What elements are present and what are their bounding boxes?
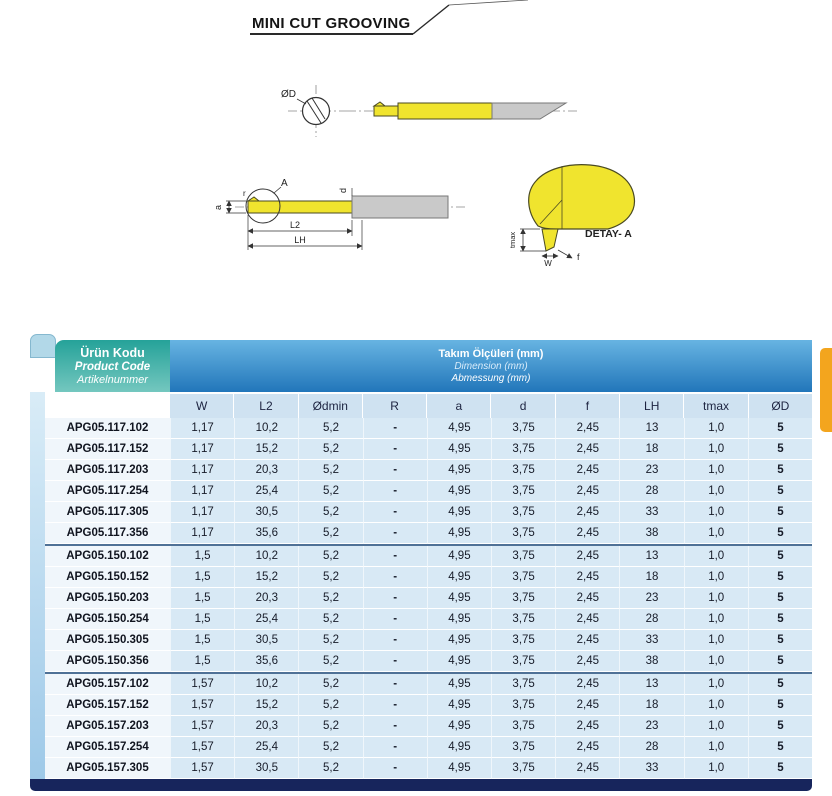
value-cell: - [363, 695, 427, 716]
product-code-cell: APG05.150.356 [45, 651, 170, 672]
value-cell: 25,4 [234, 737, 298, 758]
value-cell: 2,45 [555, 418, 619, 439]
page-edge-tab [820, 348, 832, 432]
value-cell: - [363, 523, 427, 544]
product-code-cell: APG05.150.254 [45, 609, 170, 630]
value-cell: 10,2 [234, 674, 298, 695]
tool-end-view-drawing [281, 85, 347, 137]
value-cell: 18 [619, 695, 683, 716]
value-cell: 1,0 [684, 546, 748, 567]
value-cell: - [363, 674, 427, 695]
value-cell: 3,75 [491, 567, 555, 588]
product-code-cell: APG05.117.102 [45, 418, 170, 439]
value-cell: 5 [748, 758, 812, 779]
value-cell: 3,75 [491, 609, 555, 630]
value-cell: 1,5 [170, 609, 234, 630]
product-code-cell: APG05.157.203 [45, 716, 170, 737]
value-cell: 1,5 [170, 588, 234, 609]
value-cell: 1,57 [170, 758, 234, 779]
product-code-cell: APG05.117.305 [45, 502, 170, 523]
value-cell: 1,17 [170, 481, 234, 502]
dimension-header-de: Abmessung (mm) [451, 373, 531, 384]
value-cell: 5 [748, 630, 812, 651]
value-cell: 1,0 [684, 651, 748, 672]
table-row [45, 502, 812, 523]
table-row [45, 609, 812, 630]
value-cell: 3,75 [491, 502, 555, 523]
value-cell: 1,5 [170, 567, 234, 588]
value-cell: 3,75 [491, 588, 555, 609]
value-cell: 2,45 [555, 695, 619, 716]
value-cell: 4,95 [427, 523, 491, 544]
od-dim-label: ØD [281, 89, 296, 100]
value-cell: 1,5 [170, 651, 234, 672]
value-cell: 2,45 [555, 546, 619, 567]
value-cell: - [363, 481, 427, 502]
value-cell: 3,75 [491, 630, 555, 651]
table-footer-bar [30, 779, 812, 791]
table-row [45, 460, 812, 481]
value-cell: - [363, 546, 427, 567]
value-cell: 4,95 [427, 481, 491, 502]
value-cell: 38 [619, 523, 683, 544]
column-header: LH [619, 394, 683, 418]
value-cell: 35,6 [234, 651, 298, 672]
value-cell: - [363, 737, 427, 758]
product-code-cell: APG05.150.305 [45, 630, 170, 651]
value-cell: 3,75 [491, 716, 555, 737]
tool-side-view-drawing [213, 178, 465, 250]
value-cell: 30,5 [234, 758, 298, 779]
product-code-cell: APG05.150.102 [45, 546, 170, 567]
value-cell: 5 [748, 546, 812, 567]
value-cell: 10,2 [234, 418, 298, 439]
column-header: R [362, 394, 426, 418]
value-cell: - [363, 439, 427, 460]
value-cell: - [363, 460, 427, 481]
tool-detail-drawing [508, 165, 634, 268]
value-cell: 5 [748, 651, 812, 672]
value-cell: 5,2 [298, 609, 362, 630]
value-cell: 2,45 [555, 502, 619, 523]
product-code-cell: APG05.117.254 [45, 481, 170, 502]
value-cell: 1,0 [684, 630, 748, 651]
value-cell: - [363, 418, 427, 439]
value-cell: 4,95 [427, 651, 491, 672]
value-cell: 4,95 [427, 609, 491, 630]
value-cell: 1,17 [170, 523, 234, 544]
table-row [45, 567, 812, 588]
product-code-cell: APG05.117.356 [45, 523, 170, 544]
value-cell: 2,45 [555, 674, 619, 695]
value-cell: 33 [619, 630, 683, 651]
value-cell: 1,17 [170, 502, 234, 523]
value-cell: 5,2 [298, 695, 362, 716]
value-cell: - [363, 716, 427, 737]
technical-drawings [0, 0, 832, 310]
value-cell: 1,57 [170, 716, 234, 737]
product-code-cell: APG05.157.254 [45, 737, 170, 758]
value-cell: 35,6 [234, 523, 298, 544]
value-cell: 13 [619, 674, 683, 695]
value-cell: 4,95 [427, 460, 491, 481]
product-code-header-tr: Ürün Kodu [80, 346, 145, 360]
table-row [45, 716, 812, 737]
table-row [45, 737, 812, 758]
value-cell: 20,3 [234, 588, 298, 609]
value-cell: 5,2 [298, 418, 362, 439]
value-cell: 1,5 [170, 546, 234, 567]
table-row [45, 758, 812, 779]
table-body [45, 418, 812, 779]
value-cell: 1,0 [684, 609, 748, 630]
value-cell: 1,0 [684, 523, 748, 544]
column-header: L2 [233, 394, 297, 418]
value-cell: 4,95 [427, 502, 491, 523]
value-cell: 13 [619, 546, 683, 567]
column-header: tmax [683, 394, 747, 418]
value-cell: 18 [619, 439, 683, 460]
value-cell: 1,0 [684, 716, 748, 737]
product-code-cell: APG05.157.102 [45, 674, 170, 695]
product-code-cell: APG05.157.152 [45, 695, 170, 716]
value-cell: 5,2 [298, 716, 362, 737]
value-cell: 3,75 [491, 546, 555, 567]
value-cell: 20,3 [234, 460, 298, 481]
value-cell: 28 [619, 609, 683, 630]
value-cell: 2,45 [555, 523, 619, 544]
value-cell: 1,57 [170, 674, 234, 695]
table-row [45, 588, 812, 609]
value-cell: 4,95 [427, 439, 491, 460]
value-cell: 2,45 [555, 737, 619, 758]
value-cell: - [363, 588, 427, 609]
value-cell: 4,95 [427, 630, 491, 651]
column-header: a [426, 394, 490, 418]
table-row [45, 695, 812, 716]
value-cell: 5,2 [298, 460, 362, 481]
value-cell: 2,45 [555, 716, 619, 737]
value-cell: 2,45 [555, 651, 619, 672]
value-cell: 5,2 [298, 630, 362, 651]
value-cell: 13 [619, 418, 683, 439]
dimension-header-tr: Takım Ölçüleri (mm) [438, 348, 544, 360]
dim-tmax-label: tmax [508, 231, 517, 249]
table-row [45, 546, 812, 567]
column-header: Ødmin [298, 394, 362, 418]
product-code-cell: APG05.157.305 [45, 758, 170, 779]
value-cell: 5,2 [298, 674, 362, 695]
table-row [45, 651, 812, 672]
table-row [45, 439, 812, 460]
dim-l2-label: L2 [289, 220, 301, 230]
product-code-cell: APG05.117.203 [45, 460, 170, 481]
dim-d-label: d [338, 187, 348, 193]
column-header: d [490, 394, 554, 418]
value-cell: 33 [619, 758, 683, 779]
value-cell: - [363, 502, 427, 523]
value-cell: 4,95 [427, 716, 491, 737]
value-cell: 25,4 [234, 481, 298, 502]
value-cell: 3,75 [491, 418, 555, 439]
value-cell: 30,5 [234, 502, 298, 523]
value-cell: 1,5 [170, 630, 234, 651]
value-cell: 4,95 [427, 418, 491, 439]
value-cell: 18 [619, 567, 683, 588]
value-cell: - [363, 630, 427, 651]
value-cell: - [363, 609, 427, 630]
value-cell: 5,2 [298, 439, 362, 460]
value-cell: 10,2 [234, 546, 298, 567]
value-cell: 1,17 [170, 460, 234, 481]
value-cell: 5 [748, 674, 812, 695]
value-cell: 5,2 [298, 651, 362, 672]
value-cell: 2,45 [555, 567, 619, 588]
value-cell: 4,95 [427, 674, 491, 695]
value-cell: 1,0 [684, 737, 748, 758]
value-cell: 20,3 [234, 716, 298, 737]
value-cell: 1,57 [170, 695, 234, 716]
value-cell: 5 [748, 439, 812, 460]
product-code-header-en: Product Code [74, 361, 151, 373]
value-cell: 38 [619, 651, 683, 672]
dim-r-label: r [243, 189, 246, 198]
value-cell: 5,2 [298, 737, 362, 758]
value-cell: 2,45 [555, 481, 619, 502]
value-cell: 4,95 [427, 546, 491, 567]
value-cell: 5 [748, 502, 812, 523]
value-cell: 5,2 [298, 567, 362, 588]
product-code-cell: APG05.150.203 [45, 588, 170, 609]
value-cell: 5,2 [298, 588, 362, 609]
value-cell: 5,2 [298, 758, 362, 779]
value-cell: 5,2 [298, 523, 362, 544]
value-cell: 1,0 [684, 567, 748, 588]
table-row [45, 674, 812, 695]
value-cell: 33 [619, 502, 683, 523]
value-cell: 5,2 [298, 546, 362, 567]
value-cell: 1,17 [170, 439, 234, 460]
value-cell: 3,75 [491, 481, 555, 502]
value-cell: 1,0 [684, 481, 748, 502]
value-cell: 23 [619, 588, 683, 609]
value-cell: 3,75 [491, 737, 555, 758]
value-cell: 4,95 [427, 737, 491, 758]
value-cell: 30,5 [234, 630, 298, 651]
value-cell: 4,95 [427, 695, 491, 716]
product-code-header-de: Artikelnummer [77, 374, 148, 386]
value-cell: 3,75 [491, 758, 555, 779]
value-cell: 3,75 [491, 674, 555, 695]
dimension-header-en: Dimension (mm) [454, 361, 528, 372]
value-cell: 5,2 [298, 502, 362, 523]
value-cell: 5 [748, 460, 812, 481]
value-cell: - [363, 758, 427, 779]
value-cell: 23 [619, 716, 683, 737]
dim-a-label: a [213, 204, 223, 210]
value-cell: 1,0 [684, 588, 748, 609]
value-cell: 25,4 [234, 609, 298, 630]
column-header-row [170, 392, 812, 418]
value-cell: 1,0 [684, 695, 748, 716]
product-code-cell: APG05.117.152 [45, 439, 170, 460]
table-row [45, 481, 812, 502]
detail-a-marker-label: A [281, 178, 288, 189]
value-cell: 28 [619, 481, 683, 502]
value-cell: 1,17 [170, 418, 234, 439]
value-cell: 1,0 [684, 439, 748, 460]
value-cell: 3,75 [491, 651, 555, 672]
value-cell: 4,95 [427, 567, 491, 588]
dimension-header [170, 340, 812, 392]
value-cell: 4,95 [427, 588, 491, 609]
value-cell: 15,2 [234, 567, 298, 588]
value-cell: 5,2 [298, 481, 362, 502]
value-cell: 1,0 [684, 502, 748, 523]
value-cell: 1,57 [170, 737, 234, 758]
value-cell: 5 [748, 695, 812, 716]
value-cell: 5 [748, 716, 812, 737]
dim-lh-label: LH [294, 235, 306, 245]
value-cell: 5 [748, 523, 812, 544]
value-cell: 3,75 [491, 439, 555, 460]
detail-view-label: DETAY- A [585, 228, 632, 240]
value-cell: 5 [748, 418, 812, 439]
value-cell: 5 [748, 588, 812, 609]
value-cell: 2,45 [555, 609, 619, 630]
value-cell: 3,75 [491, 523, 555, 544]
column-header: f [555, 394, 619, 418]
value-cell: 2,45 [555, 460, 619, 481]
product-code-cell: APG05.150.152 [45, 567, 170, 588]
value-cell: 2,45 [555, 630, 619, 651]
value-cell: 2,45 [555, 439, 619, 460]
value-cell: 1,0 [684, 418, 748, 439]
value-cell: 28 [619, 737, 683, 758]
value-cell: 5 [748, 737, 812, 758]
dim-w-label: W [544, 259, 552, 268]
table-row [45, 523, 812, 544]
page-title: MINI CUT GROOVING [252, 15, 411, 32]
value-cell: 15,2 [234, 695, 298, 716]
value-cell: 4,95 [427, 758, 491, 779]
value-cell: 2,45 [555, 588, 619, 609]
value-cell: 15,2 [234, 439, 298, 460]
column-header: ØD [748, 394, 812, 418]
value-cell: 5 [748, 567, 812, 588]
table-corner-tab [30, 334, 56, 358]
value-cell: 3,75 [491, 695, 555, 716]
value-cell: 2,45 [555, 758, 619, 779]
value-cell: 3,75 [491, 460, 555, 481]
product-code-header [55, 340, 170, 392]
dim-f-label: f [577, 252, 580, 262]
column-header: W [195, 399, 208, 413]
value-cell: - [363, 567, 427, 588]
value-cell: 23 [619, 460, 683, 481]
product-table [30, 332, 812, 791]
value-cell: 5 [748, 481, 812, 502]
table-row [45, 630, 812, 651]
value-cell: 1,0 [684, 758, 748, 779]
value-cell: 1,0 [684, 674, 748, 695]
value-cell: - [363, 651, 427, 672]
table-row [45, 418, 812, 439]
value-cell: 5 [748, 609, 812, 630]
table-left-strip [30, 392, 45, 779]
tool-side-profile-drawing [347, 102, 578, 119]
value-cell: 1,0 [684, 460, 748, 481]
title-underline [250, 0, 528, 34]
